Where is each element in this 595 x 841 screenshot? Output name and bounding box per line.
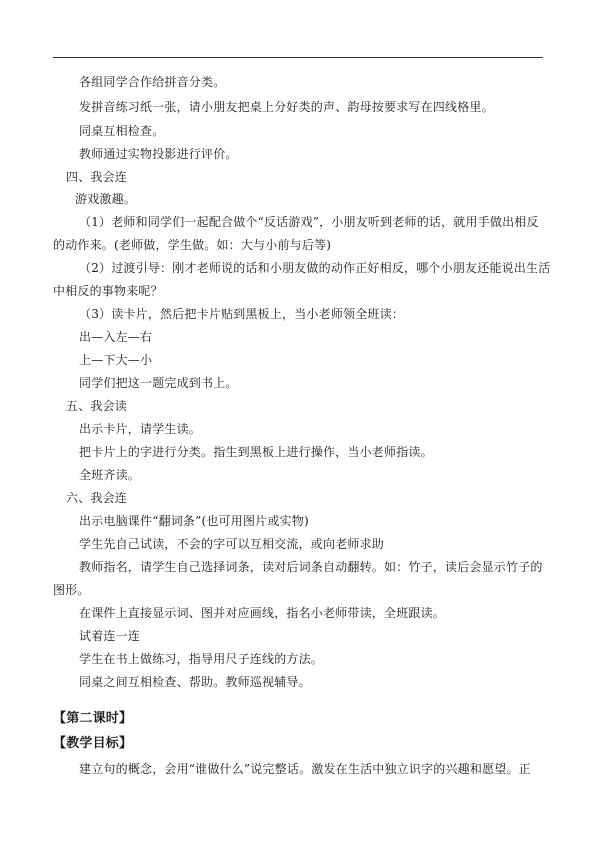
text-line: 出—入左—右 bbox=[79, 330, 153, 344]
text-line: 建立句的概念，会用“谁做什么”说完整话。激发在生活中独立识字的兴趣和愿望。正 bbox=[79, 762, 531, 776]
text-line: （3）读卡片，然后把卡片贴到黑板上，当小老师领全班读： bbox=[79, 307, 405, 321]
header-rule bbox=[53, 57, 543, 58]
text-line: 把卡片上的字进行分类。指生到黑板上进行操作，当小老师指读。 bbox=[79, 445, 433, 459]
text-line: 发拼音练习纸一张，请小朋友把桌上分好类的声、韵母按要求写在四线格里。 bbox=[79, 100, 494, 114]
text-line: 试着连一连 bbox=[79, 629, 141, 643]
text-line: 出示电脑课件“翻词条”(也可用图片或实物) bbox=[79, 514, 309, 528]
text-line: 游戏激趣。 bbox=[75, 192, 137, 206]
text-line: 同桌之间互相检查、帮助。教师巡视辅导。 bbox=[79, 675, 311, 689]
text-line: 图形。 bbox=[53, 583, 90, 597]
text-line: 同桌互相检查。 bbox=[79, 124, 165, 138]
section-heading: 四、我会连 bbox=[66, 170, 128, 184]
text-line: 学生在书上做练习，指导用尺子连线的方法。 bbox=[79, 652, 324, 666]
text-line: 学生先自己试读，不会的字可以互相交流，或向老师求助 bbox=[79, 537, 385, 551]
objectives-heading: 【教学目标】 bbox=[53, 736, 133, 751]
lesson-heading: 【第二课时】 bbox=[53, 711, 133, 726]
section-heading: 六、我会连 bbox=[66, 491, 128, 505]
text-line: 中相反的事物来呢？ bbox=[53, 284, 163, 298]
text-line: 在课件上直接显示词、图并对应画线，指名小老师带读，全班跟读。 bbox=[79, 606, 446, 620]
section-heading: 五、我会读 bbox=[66, 399, 128, 413]
text-line: 的动作来。(老师做，学生做。如：大与小前与后等) bbox=[53, 238, 332, 252]
text-line: 教师通过实物投影进行评价。 bbox=[79, 147, 238, 161]
text-line: （1）老师和同学们一起配合做个“反话游戏”，小朋友听到老师的话，就用手做出相反 bbox=[79, 215, 539, 229]
text-line: 教师指名，请学生自己选择词条，读对后词条自动翻转。如：竹子，读后会显示竹子的 bbox=[79, 560, 543, 574]
text-line: 同学们把这一题完成到书上。 bbox=[79, 376, 238, 390]
text-line: 出示卡片，请学生读。 bbox=[79, 422, 202, 436]
text-line: 上—下大—小 bbox=[79, 353, 153, 367]
text-line: 全班齐读。 bbox=[79, 468, 141, 482]
text-line: 各组同学合作给拼音分类。 bbox=[79, 75, 226, 89]
text-line: （2）过渡引导：刚才老师说的话和小朋友做的动作正好相反，哪个小朋友还能说出生活 bbox=[79, 261, 551, 275]
